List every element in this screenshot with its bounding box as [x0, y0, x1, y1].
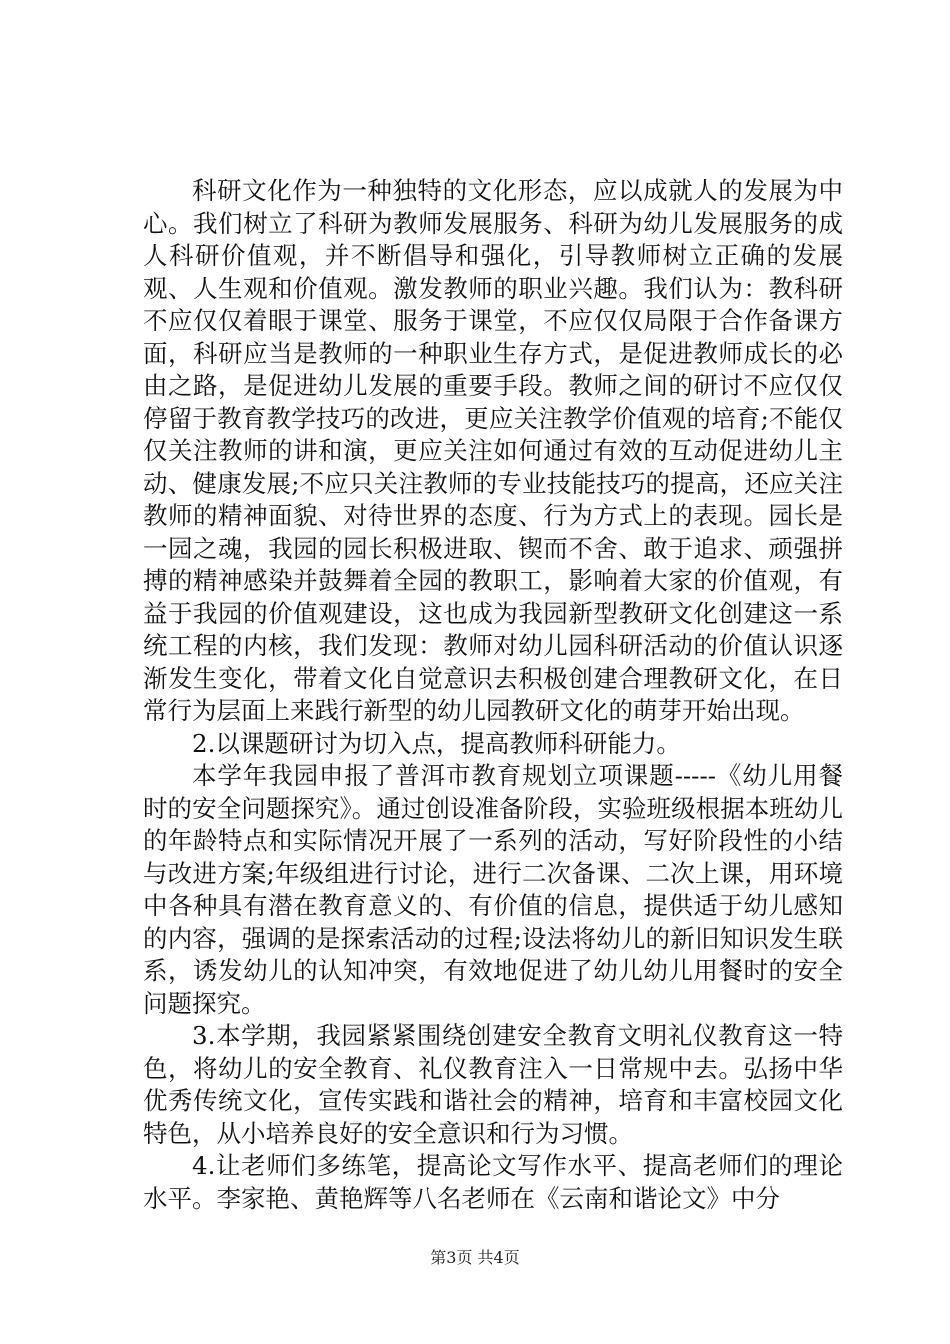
- page-footer: 第3页 共4页: [430, 1248, 520, 1267]
- paragraph-culture: 科研文化作为一种独特的文化形态，应以成就人的发展为中心。我们树立了科研为教师发展服务、科研为幼儿发展服务的成人科研价值观，并不断倡导和强化，引导教师树立正确的发展观、人生观和价值观。激发教师的职业兴趣。我们认为：教科研不应仅仅着眼于课堂、服务于课堂，不应仅仅局限于合作备课方面，科研应当是教师的一种职业生存方式，是促进教师成长的必由之路，是促进幼儿发展的重要手段。教师之间的研讨不应仅仅停留于教育教学技巧的改进，更应关注教学价值观的培育;不能仅仅关注教师的讲和演，更应关注如何通过有效的互动促进幼儿主动、健康发展;不应只关注教师的专业技能技巧的提高，还应关注教师的精神面貌、对待世界的态度、行为方式上的表现。园长是一园之魂，我园的园长积极进取、锲而不舍、敢于追求、顽强拼搏的精神感染并鼓舞着全园的教职工，影响着大家的价值观，有益于我园的价值观建设，这也成为我园新型教研文化创建这一系统工程的内核，我们发现：教师对幼儿园科研活动的价值认识逐渐发生变化，带着文化自觉意识去积极创建合理教研文化，在日常行为层面上来践行新型的幼儿园教研文化的萌芽开始出现。: [143, 176, 843, 725]
- paragraph-item-2: 2.以课题研讨为切入点，提高教师科研能力。: [192, 728, 681, 758]
- paragraph-research-project: 本学年我园申报了普洱市教育规划立项课题-----《幼儿用餐时的安全问题探究》。通过创设准备阶段，实验班级根据本班幼儿的年龄特点和实际情况开展了一系列的活动，写好阶段性的小结与改进方案;年级组进行讨论，进行二次备课、二次上课，用环境中各种具有潜在教育意义的、有价值的信息，提供适于幼儿感知的内容，强调的是探索活动的过程;设法将幼儿的新旧知识发生联系，诱发幼儿的认知冲突，有效地促进了幼儿幼儿用餐时的安全问题探究。: [143, 761, 843, 1018]
- document-body: [143, 175, 843, 1215]
- paragraph-item-3: 3.本学期，我园紧紧围绕创建安全教育文明礼仪教育这一特色，将幼儿的安全教育、礼仪教育注入一日常规中去。弘扬中华优秀传统文化，宣传实践和谐社会的精神，培育和丰富校园文化特色，从小培养良好的安全意识和行为习惯。: [143, 1021, 843, 1148]
- paragraph-item-4: 4.让老师们多练笔，提高论文写作水平、提高老师们的理论水平。李家艳、黄艳辉等八名老师在《云南和谐论文》中分: [143, 1151, 843, 1213]
